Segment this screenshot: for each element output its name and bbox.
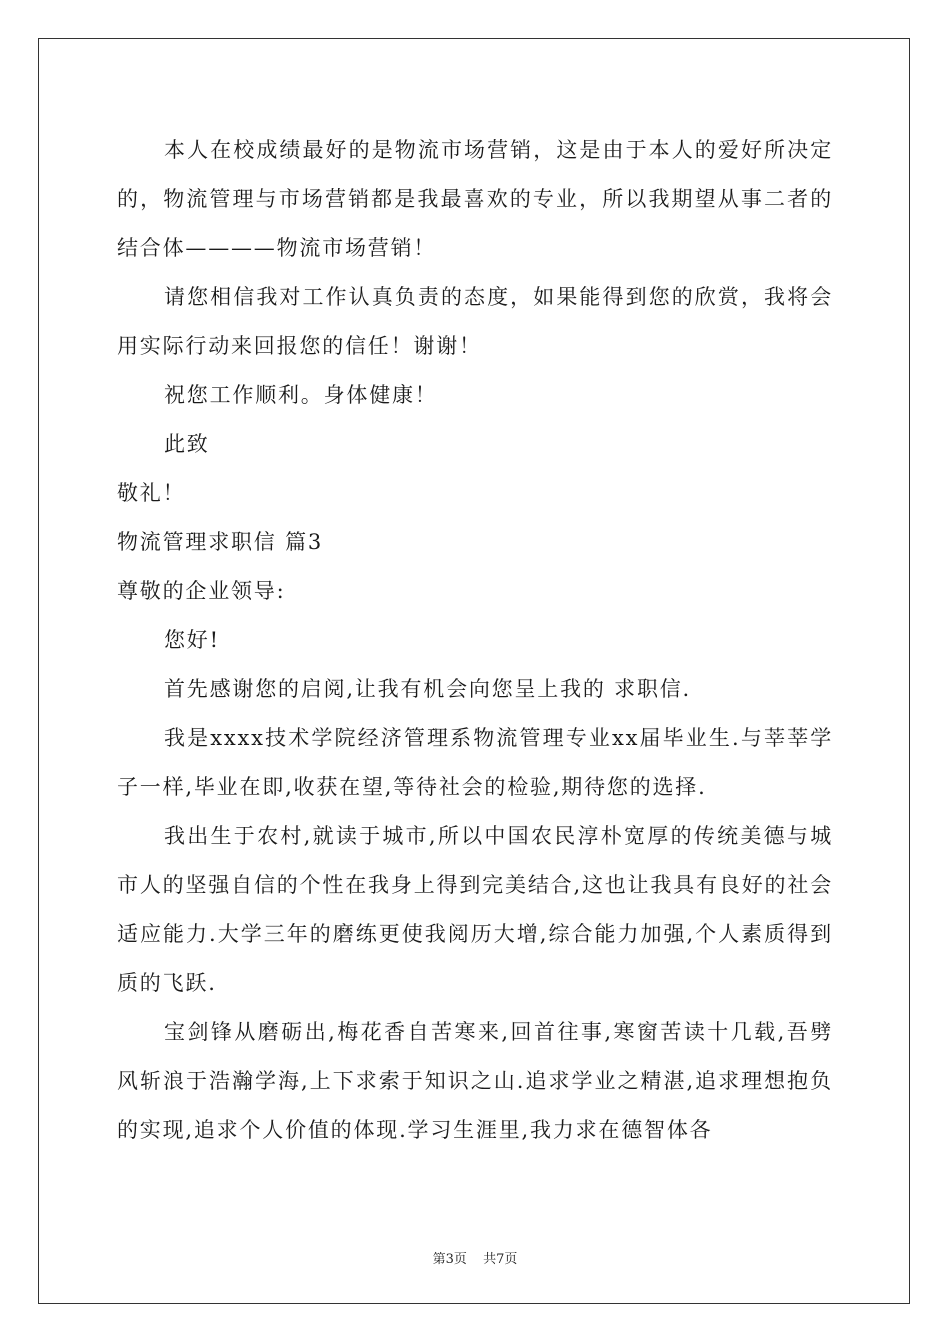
paragraph: 首先感谢您的启阅,让我有机会向您呈上我的 求职信. bbox=[164, 677, 692, 701]
paragraph: 我出生于农村,就读于城市,所以中国农民淳朴宽厚的传统美德与城市人的坚强自信的个性在我身上得到完美结合,这也让我具有良好的社会适应能力.大学三年的磨练更使我阅历大增,综合能力加强,个人素质得到质的飞跃. bbox=[117, 824, 833, 995]
closing-regards: 敬礼！ bbox=[117, 481, 186, 505]
greeting-recipient: 尊敬的企业领导: bbox=[117, 579, 286, 603]
greeting: 您好! bbox=[164, 628, 220, 652]
page-total: 共7页 bbox=[483, 1252, 518, 1267]
page-number: 第3页 bbox=[432, 1252, 467, 1267]
document-body bbox=[117, 126, 833, 1155]
paragraph: 祝您工作顺利。身体健康！ bbox=[164, 383, 438, 407]
paragraph: 宝剑锋从磨砺出,梅花香自苦寒来,回首往事,寒窗苦读十几载,吾劈风斩浪于浩瀚学海,上下求索于知识之山.追求学业之精湛,追求理想抱负的实现,追求个人价值的体现.学习生涯里,我力求在德智体各 bbox=[117, 1020, 833, 1142]
paragraph: 我是xxxx技术学院经济管理系物流管理专业xx届毕业生.与莘莘学子一样,毕业在即,收获在望,等待社会的检验,期待您的选择. bbox=[117, 726, 833, 799]
page-footer bbox=[0, 1248, 950, 1267]
paragraph: 请您相信我对工作认真负责的态度，如果能得到您的欣赏，我将会用实际行动来回报您的信任！谢谢！ bbox=[117, 285, 833, 358]
closing-salutation: 此致 bbox=[164, 432, 210, 456]
paragraph: 本人在校成绩最好的是物流市场营销，这是由于本人的爱好所决定的，物流管理与市场营销都是我最喜欢的专业，所以我期望从事二者的结合体————物流市场营销！ bbox=[117, 138, 833, 260]
section-title: 物流管理求职信 篇3 bbox=[117, 530, 324, 554]
